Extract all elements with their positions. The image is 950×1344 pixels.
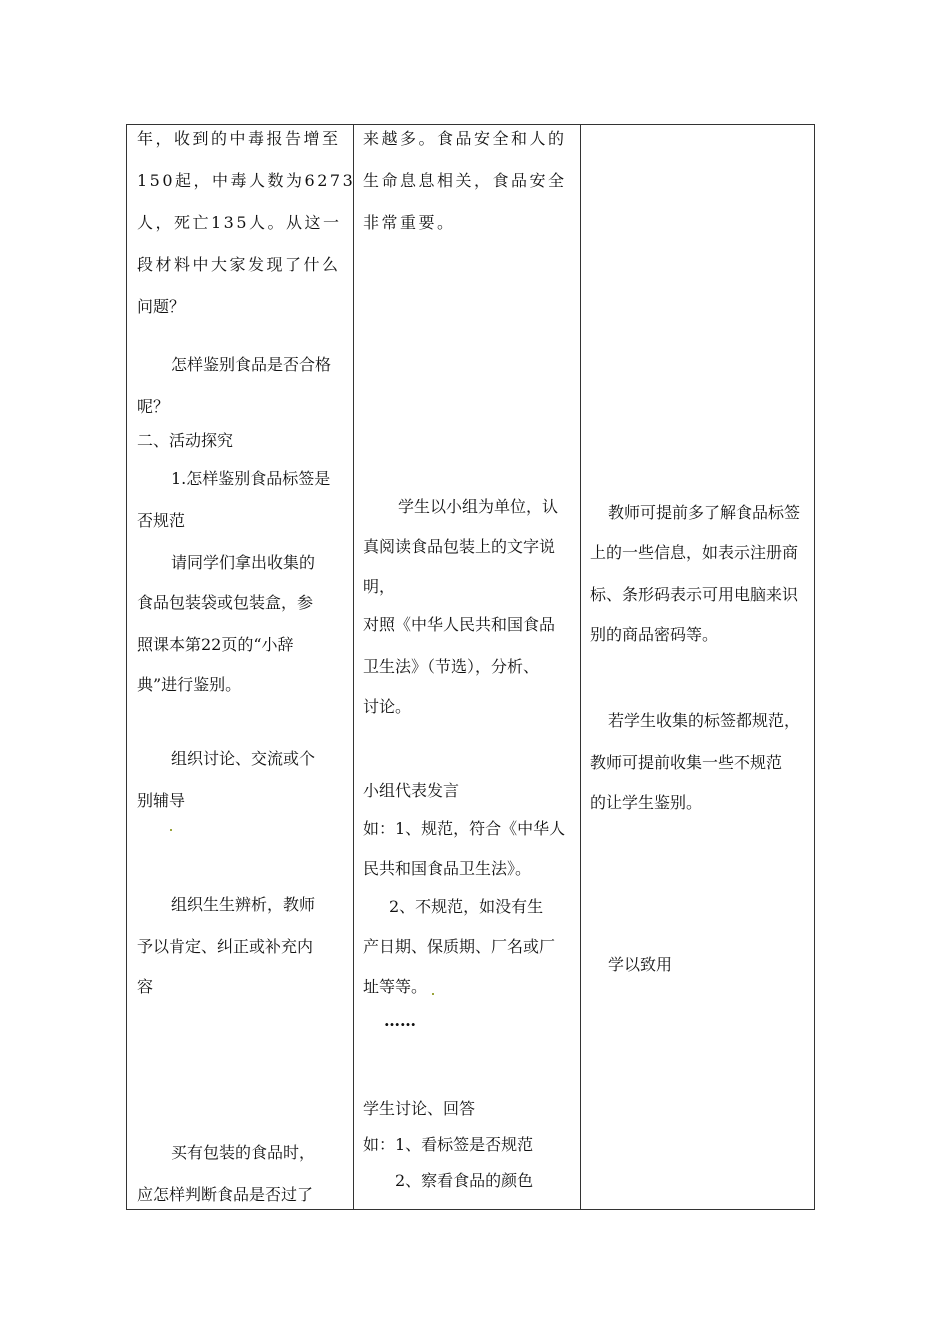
text-line: 学生以小组为单位，认	[398, 497, 559, 516]
text-line: 如：1、规范，符合《中华人	[363, 819, 566, 838]
design-intent-column	[581, 125, 814, 1209]
text-line: 150起，中毒人数为6273	[137, 171, 356, 190]
text-line: 组织生生辨析，教师	[171, 895, 316, 914]
text-line: 别的商品密码等。	[590, 625, 719, 644]
text-line: 上的一些信息，如表示注册商	[590, 543, 799, 562]
text-line: 若学生收集的标签都规范，	[608, 711, 801, 730]
text-line: 应怎样判断食品是否过了	[137, 1185, 314, 1204]
text-line: 如：1、看标签是否规范	[363, 1135, 534, 1154]
text-line: 典”进行鉴别。	[137, 675, 242, 694]
text-line: 生命息息相关，食品安全	[363, 171, 567, 190]
text-line: 2、不规范，如没有生	[389, 897, 544, 916]
text-line: 教师可提前多了解食品标签	[608, 503, 801, 522]
text-line: 怎样鉴别食品是否合格	[171, 355, 332, 374]
text-line: 明，	[363, 577, 396, 596]
text-line: 人，死亡135人。从这一	[137, 213, 342, 232]
text-line: 小组代表发言	[363, 781, 460, 800]
text-line: 标、条形码表示可用电脑来识	[590, 585, 799, 604]
text-line: 呢？	[137, 397, 170, 416]
text-line: 买有包装的食品时，	[171, 1143, 316, 1162]
ellipsis-text: ……	[384, 1011, 416, 1030]
text-line: 段材料中大家发现了什么	[137, 255, 341, 274]
text-line: 照课本第22页的“小辞	[137, 635, 294, 654]
section-heading: 二、活动探究	[137, 431, 234, 450]
text-line: 问题？	[137, 297, 186, 316]
text-line: 年，收到的中毒报告增至	[137, 129, 341, 148]
text-line: 2、察看食品的颜色	[395, 1171, 534, 1190]
lesson-plan-table	[126, 124, 815, 1210]
text-line: 非常重要。	[363, 213, 456, 232]
text-line: 民共和国食品卫生法》。	[363, 859, 532, 878]
text-line: 来越多。食品安全和人的	[363, 129, 567, 148]
text-line: 容	[137, 977, 154, 996]
text-line: 的让学生鉴别。	[590, 793, 703, 812]
text-line: 予以肯定、纠正或补充内	[137, 937, 314, 956]
text-line: 真阅读食品包装上的文字说	[363, 537, 556, 556]
text-line: 学以致用	[608, 955, 673, 974]
stray-mark	[170, 829, 172, 831]
text-line: 对照《中华人民共和国食品	[363, 615, 556, 634]
text-line: 教师可提前收集一些不规范	[590, 753, 783, 772]
text-line: 1.怎样鉴别食品标签是	[171, 469, 331, 488]
text-line: 别辅导	[137, 791, 186, 810]
text-line: 产日期、保质期、厂名或厂	[363, 937, 556, 956]
text-line: 组织讨论、交流或个	[171, 749, 316, 768]
text-line: 请同学们拿出收集的	[171, 553, 316, 572]
text-line: 讨论。	[363, 697, 412, 716]
text-line: 食品包装袋或包装盒，参	[137, 593, 314, 612]
student-activity-column	[354, 125, 580, 1209]
text-line: 学生讨论、回答	[363, 1099, 476, 1118]
teacher-activity-column	[127, 125, 356, 1209]
text-line: 否规范	[137, 511, 186, 530]
stray-mark	[432, 993, 434, 995]
text-line: 卫生法》（节选），分析、	[363, 657, 540, 676]
text-line: 址等等。	[363, 977, 428, 996]
